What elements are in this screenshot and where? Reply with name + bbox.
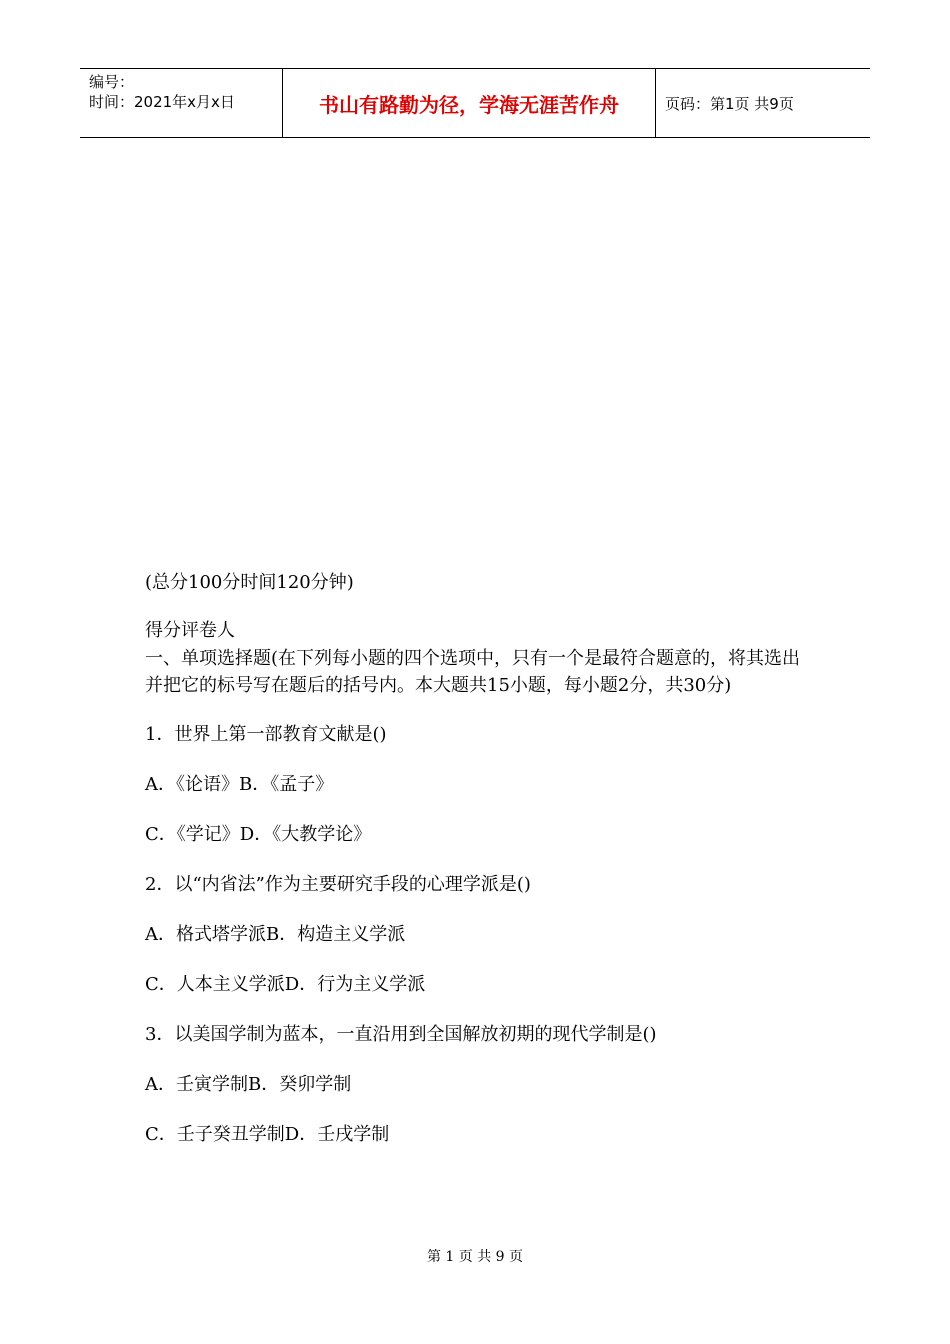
- header-page-info: 页码：第1页 共9页: [665, 94, 794, 113]
- page-footer: 第 1 页 共 9 页: [426, 1249, 524, 1265]
- section-title: 一、单项选择题(在下列每小题的四个选项中，只有一个是最符合题意的，将其选出并把它的标号写在题后的括号内。本大题共15小题，每小题2分，共30分): [145, 648, 801, 696]
- exam-total: (总分100分时间120分钟): [145, 572, 354, 593]
- question-2: 2．以“内省法”作为主要研究手段的心理学派是(): [145, 874, 531, 895]
- number-label: 编号：: [89, 73, 135, 91]
- question-2-options-cd: C．人本主义学派D．行为主义学派: [145, 974, 426, 995]
- score-reviewer-line: 得分评卷人: [145, 620, 235, 641]
- document-header: [80, 68, 870, 138]
- header-motto: 书山有路勤为径，学海无涯苦作舟: [282, 69, 656, 137]
- time-label: 时间：2021年x月x日: [89, 93, 235, 111]
- header-meta: [80, 69, 282, 137]
- question-3-options-cd: C．壬子癸丑学制D．壬戌学制: [145, 1124, 390, 1145]
- question-2-options-ab: A．格式塔学派B．构造主义学派: [145, 924, 406, 945]
- question-1-options-cd: C．《学记》D．《大教学论》: [145, 824, 372, 845]
- exam-content: [145, 569, 810, 1149]
- question-3-options-ab: A．壬寅学制B．癸卯学制: [145, 1074, 352, 1095]
- question-1-options-ab: A．《论语》B．《孟子》: [145, 774, 334, 795]
- question-1: 1．世界上第一部教育文献是(): [145, 724, 387, 745]
- question-3: 3．以美国学制为蓝本，一直沿用到全国解放初期的现代学制是(): [145, 1024, 657, 1045]
